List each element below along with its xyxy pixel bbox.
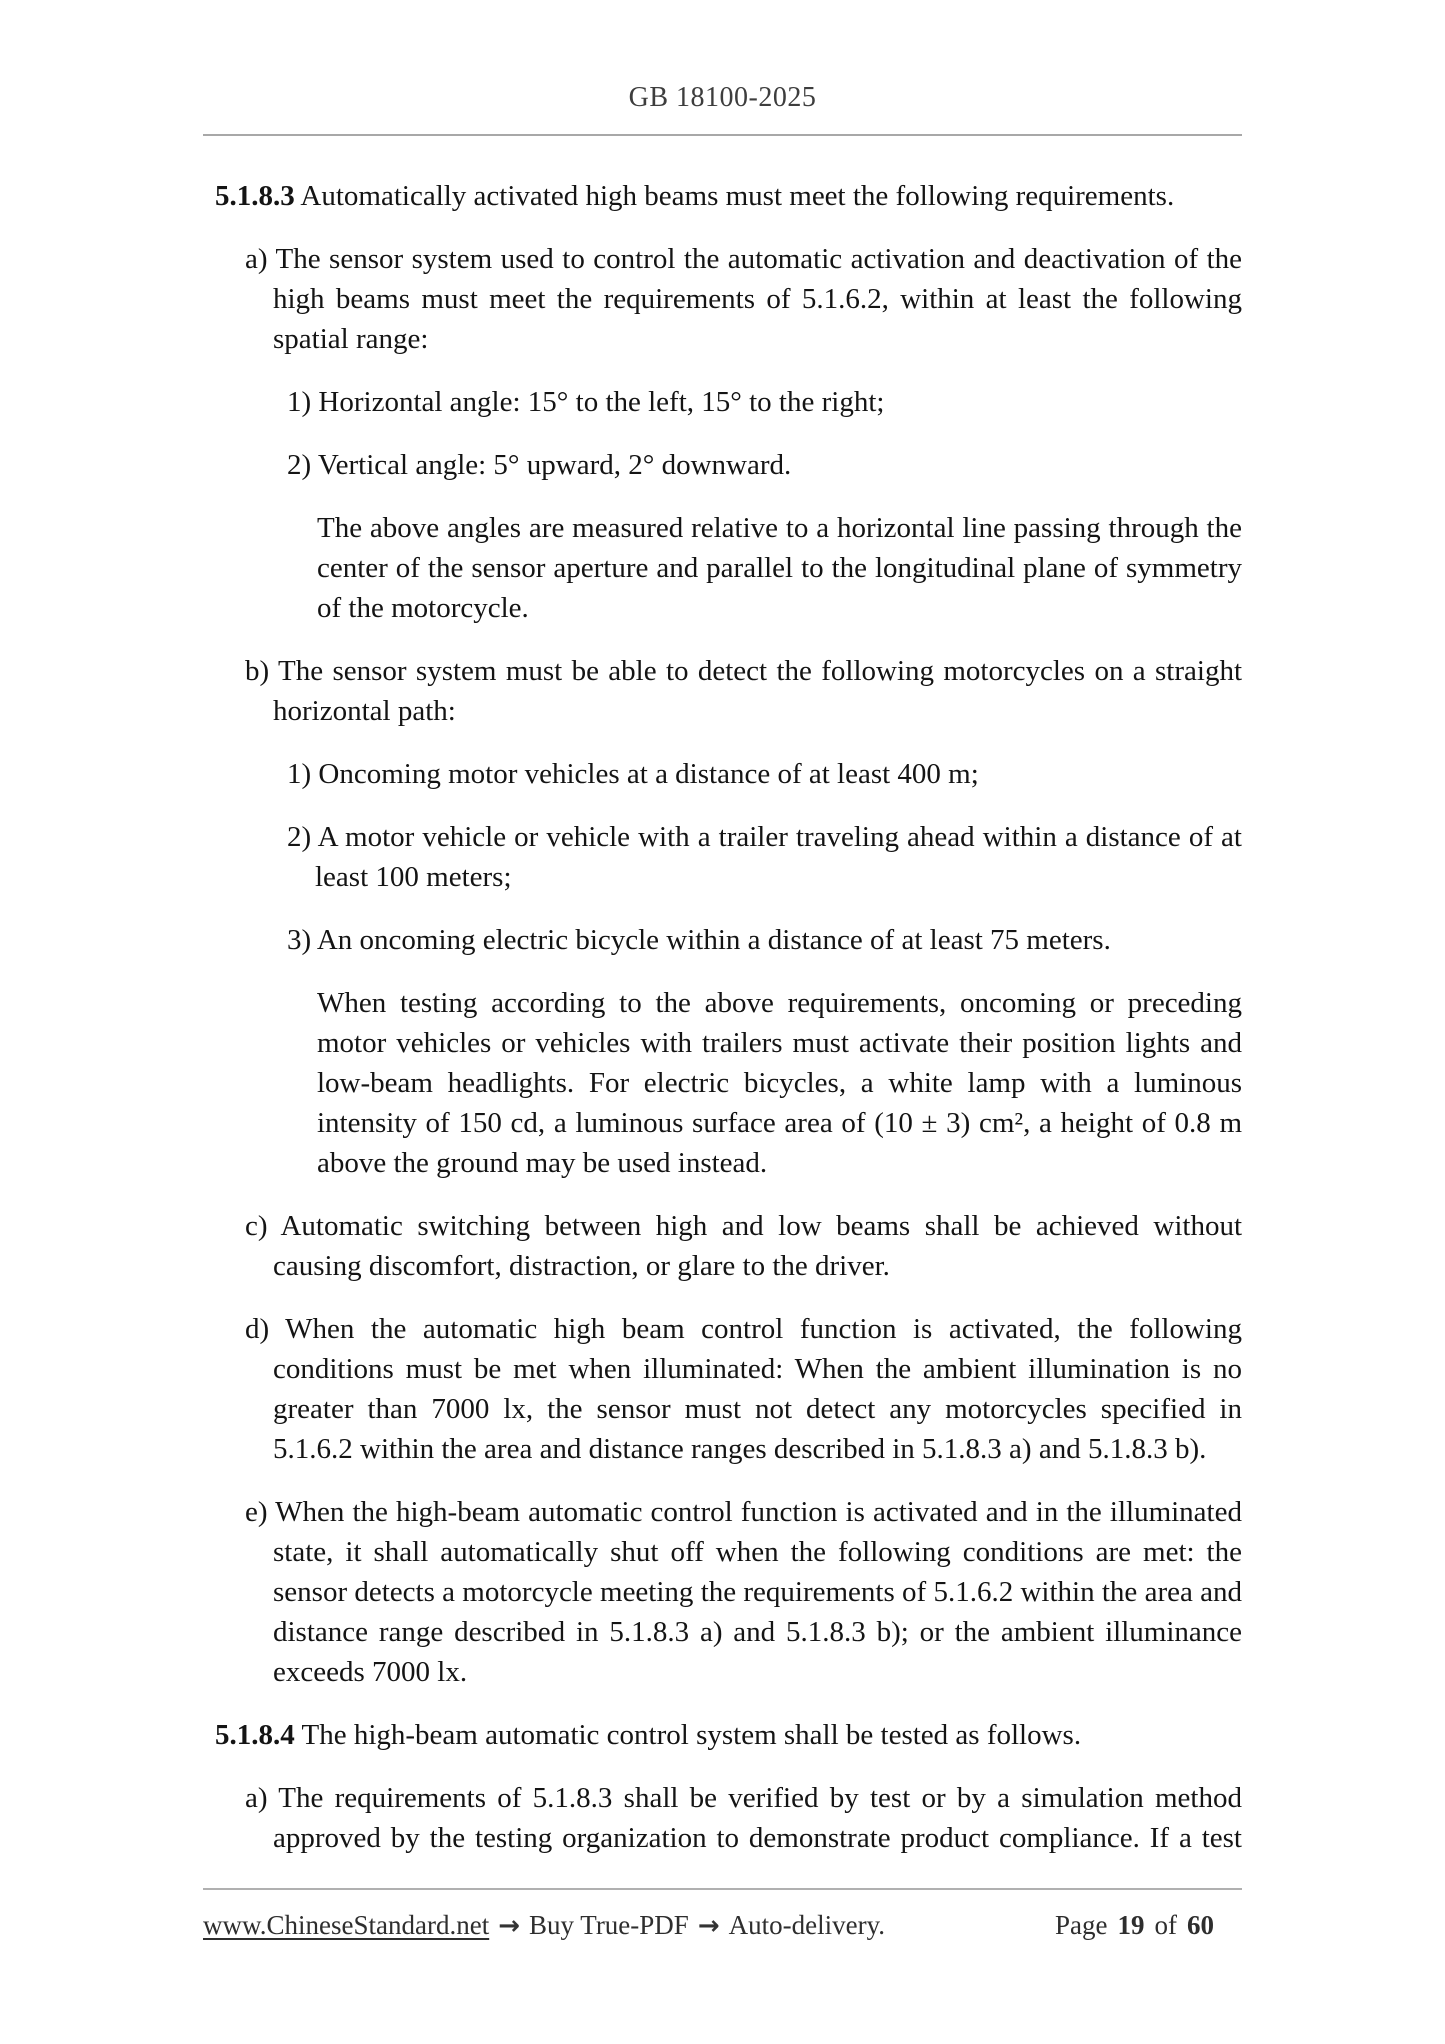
item-text: Automatic switching between high and low beams shall be achieved without causing discomfort, distraction, or glare to the driver. <box>273 1210 1242 1282</box>
subitem-text: Horizontal angle: 15° to the left, 15° to the right; <box>318 386 885 418</box>
item-e <box>203 1492 1242 1692</box>
subitem-label: 1) <box>287 758 312 790</box>
item-a <box>203 1778 1242 1858</box>
subitem-text: Oncoming motor vehicles at a distance of at least 400 m; <box>318 758 979 790</box>
item-a <box>203 239 1242 359</box>
document-body <box>203 136 1242 1858</box>
page-header <box>0 0 1445 114</box>
right-arrow-icon: → <box>697 1911 720 1941</box>
item-label: c) <box>245 1210 268 1242</box>
item-b <box>203 651 1242 731</box>
item-text: The sensor system used to control the automatic activation and deactivation of the high beams must meet the requirements of 5.1.6.2, within at least the following spatial range: <box>273 243 1242 355</box>
subitem-text: Vertical angle: 5° upward, 2° downward. <box>317 449 792 481</box>
section-text: The high-beam automatic control system shall be tested as follows. <box>301 1719 1082 1751</box>
subitem-1 <box>203 382 1242 422</box>
item-c <box>203 1206 1242 1286</box>
doc-number: GB 18100-2025 <box>628 82 817 113</box>
item-text: The sensor system must be able to detect the following motorcycles on a straight horizontal path: <box>273 655 1243 727</box>
item-text: The requirements of 5.1.8.3 shall be verified by test or by a simulation method approved by the testing organization to demonstrate product compliance. If a test <box>273 1782 1242 1854</box>
current-page-number: 19 <box>1117 1910 1145 1940</box>
section-text: Automatically activated high beams must meet the following requirements. <box>300 180 1175 212</box>
item-label: d) <box>245 1313 270 1345</box>
subitem-label: 1) <box>287 386 312 418</box>
of-label: of <box>1154 1910 1177 1940</box>
subitem-3 <box>203 920 1242 960</box>
total-page-number: 60 <box>1187 1910 1214 1940</box>
section-5-1-8-4 <box>203 1715 1242 1755</box>
item-text: When the automatic high beam control function is activated, the following conditions must be met when illuminated: When the ambient illumination is no greater than 7000 lx, the sensor must not detect any motorcycles specified in 5.1.6.2 within the area and distance ranges described in 5.1.8.3 a) and 5.1.8.3 b). <box>273 1313 1242 1465</box>
subitem-text: An oncoming electric bicycle within a distance of at least 75 meters. <box>316 924 1111 956</box>
footer-promo <box>203 1906 885 1945</box>
item-label: a) <box>245 1782 268 1814</box>
subitem-2 <box>203 817 1242 897</box>
page-footer <box>203 1906 1242 1945</box>
section-number: 5.1.8.4 <box>215 1719 295 1751</box>
subitem-label: 2) <box>287 821 312 853</box>
subitem-label: 3) <box>287 924 312 956</box>
note-paragraph <box>203 983 1242 1183</box>
note-paragraph <box>203 508 1242 628</box>
subitem-label: 2) <box>287 449 312 481</box>
page-label: Page <box>1055 1910 1108 1940</box>
section-5-1-8-3 <box>203 176 1242 216</box>
item-text: When the high-beam automatic control function is activated and in the illuminated state, it shall automatically shut off when the following conditions are met: the sensor detects a motorcycle meeting the requirements of 5.1.6.2 within the area and distance range described in 5.1.8.3 a) and 5.1.8.3 b); or the ambient illuminance exceeds 7000 lx. <box>273 1496 1242 1688</box>
section-number: 5.1.8.3 <box>215 180 295 212</box>
note-text: When testing according to the above requirements, oncoming or preceding motor vehicles or vehicles with trailers must activate their position lights and low-beam headlights. For electric bicycles, a white lamp with a luminous intensity of 150 cd, a luminous surface area of (10 ± 3) cm², a height of 0.8 m above the ground may be used instead. <box>317 987 1242 1179</box>
subitem-1 <box>203 754 1242 794</box>
item-d <box>203 1309 1242 1469</box>
item-label: a) <box>245 243 268 275</box>
right-arrow-icon: → <box>498 1911 520 1941</box>
page-number-indicator <box>1051 1906 1242 1944</box>
subitem-2 <box>203 445 1242 485</box>
auto-delivery-label: Auto-delivery. <box>728 1910 886 1940</box>
site-link[interactable]: www.ChineseStandard.net <box>203 1910 490 1940</box>
note-text: The above angles are measured relative to a horizontal line passing through the center of the sensor aperture and parallel to the longitudinal plane of symmetry of the motorcycle. <box>317 512 1242 624</box>
subitem-text: A motor vehicle or vehicle with a trailer traveling ahead within a distance of at least 100 meters; <box>315 821 1242 893</box>
footer-rule <box>203 1888 1242 1890</box>
item-label: e) <box>245 1496 268 1528</box>
item-label: b) <box>245 655 270 687</box>
buy-true-pdf-label: Buy True-PDF <box>529 1910 689 1940</box>
